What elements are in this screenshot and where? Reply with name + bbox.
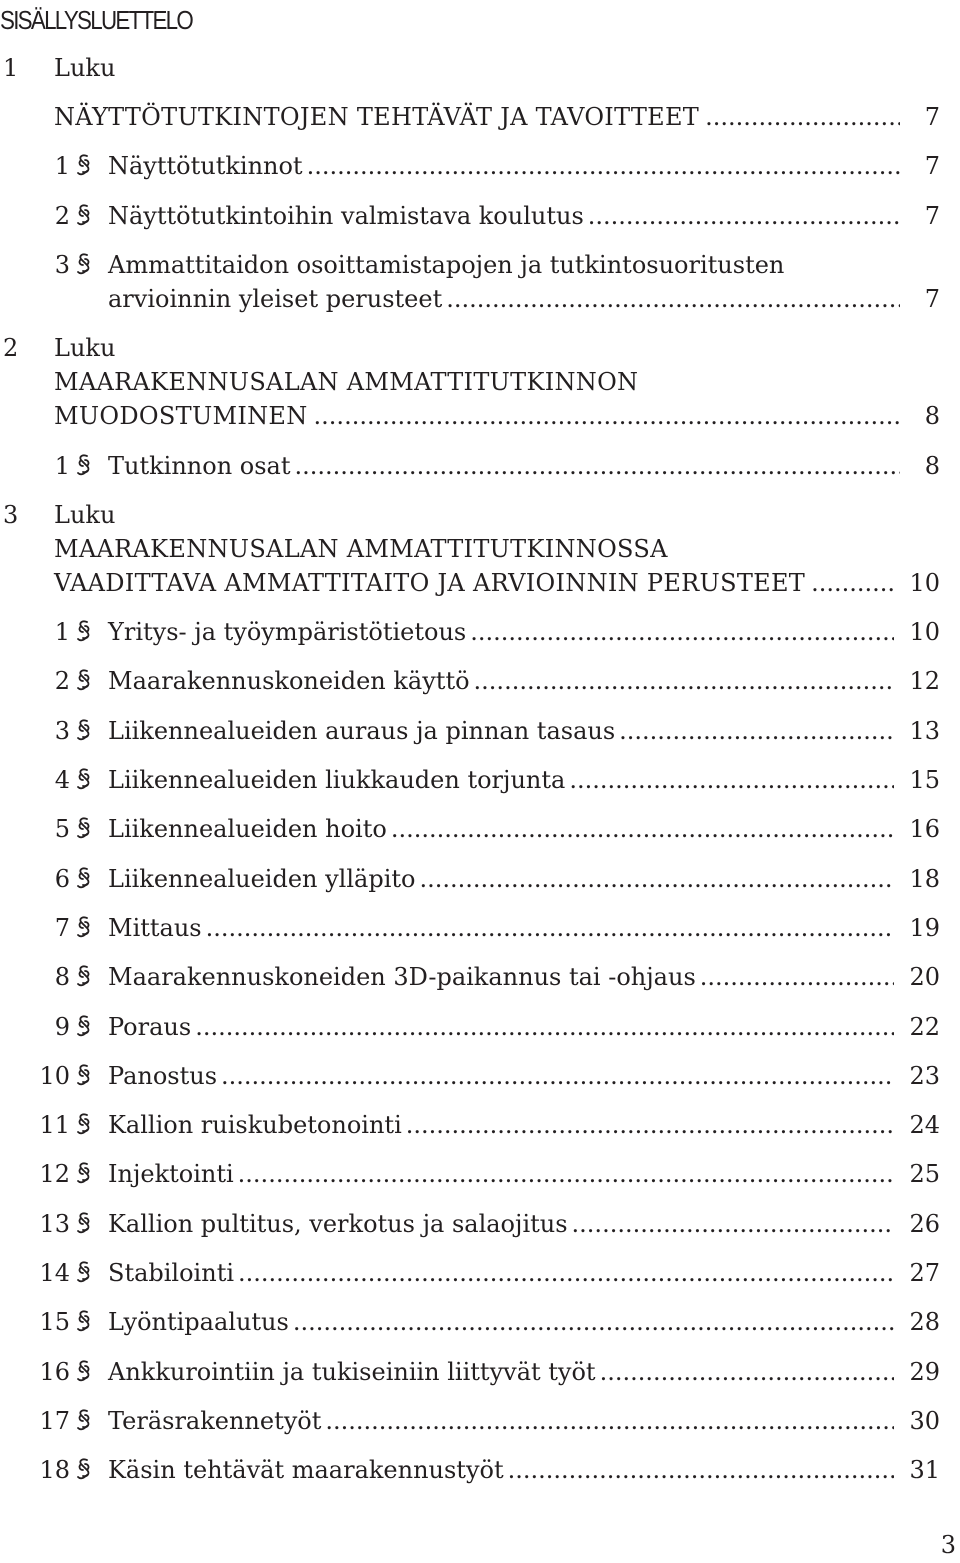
section-title: Poraus <box>108 1012 192 1041</box>
toc-section-entry[interactable] <box>0 764 940 796</box>
section-sign-icon <box>74 1109 94 1141</box>
dot-leader <box>295 450 901 482</box>
toc-section-entry[interactable] <box>0 1257 940 1289</box>
page-number-ref: 8 <box>924 451 940 480</box>
page-number-ref: 19 <box>909 913 940 942</box>
section-sign-icon <box>74 200 94 232</box>
page-number-ref: 23 <box>909 1061 940 1090</box>
dot-leader <box>419 863 894 895</box>
page-number-ref: 25 <box>909 1160 940 1189</box>
toc-section-entry[interactable] <box>0 863 940 895</box>
section-title: Lyöntipaalutus <box>108 1308 289 1337</box>
section-sign-icon <box>74 616 94 648</box>
page-number-ref: 20 <box>909 963 940 992</box>
section-number: 1 <box>54 451 70 480</box>
section-sign-icon <box>74 1356 94 1388</box>
page-number-ref: 22 <box>909 1012 940 1041</box>
section-number: 10 <box>39 1061 70 1090</box>
toc-section-entry[interactable] <box>0 1158 940 1190</box>
section-number: 2 <box>54 667 70 696</box>
toc-section-entry[interactable] <box>0 616 940 648</box>
section-title: Ankkurointiin ja tukiseiniin liittyvät työt <box>108 1357 596 1386</box>
toc-section-entry[interactable] <box>0 912 940 944</box>
dot-leader <box>293 1306 894 1338</box>
page-number-ref: 28 <box>909 1308 940 1337</box>
chapter-title-line[interactable] <box>0 567 940 599</box>
chapter-number: 1 <box>3 54 19 82</box>
dot-leader <box>588 200 900 232</box>
section-number: 7 <box>54 913 70 942</box>
page-number: 3 <box>940 1531 956 1559</box>
section-sign-icon <box>74 863 94 895</box>
chapter-title: NÄYTTÖTUTKINTOJEN TEHTÄVÄT JA TAVOITTEET <box>54 103 700 131</box>
section-sign-icon <box>74 912 94 944</box>
page-number-ref: 13 <box>909 716 940 745</box>
section-title: Teräsrakennetyöt <box>108 1406 322 1435</box>
section-title: Liikennealueiden ylläpito <box>108 864 416 893</box>
page-number-ref: 15 <box>909 766 940 794</box>
chapter-label: Luku <box>54 334 116 363</box>
section-title: Mittaus <box>108 913 202 942</box>
chapter-heading[interactable] <box>0 499 940 531</box>
dot-leader <box>238 1257 894 1289</box>
section-number: 11 <box>39 1111 70 1140</box>
page-number-ref: 8 <box>924 402 940 431</box>
dot-leader <box>206 912 894 944</box>
chapter-title-line[interactable] <box>0 366 940 398</box>
page-number-ref: 16 <box>909 815 940 844</box>
section-number: 14 <box>39 1259 70 1287</box>
page-number-ref: 12 <box>909 667 940 696</box>
section-sign-icon <box>74 1454 94 1486</box>
section-title: Injektointi <box>108 1160 234 1189</box>
page-number-ref: 31 <box>909 1456 940 1485</box>
dot-leader <box>572 1208 894 1240</box>
section-title: Liikennealueiden auraus ja pinnan tasaus <box>108 716 616 745</box>
section-sign-icon <box>74 764 94 796</box>
dot-leader <box>238 1158 894 1190</box>
toc-heading: SISÄLLYSLUETTELO <box>0 5 193 35</box>
dot-leader <box>391 813 894 845</box>
section-sign-icon <box>74 961 94 993</box>
section-number: 3 <box>54 716 70 745</box>
toc-section-entry[interactable] <box>0 665 940 697</box>
section-number: 6 <box>54 864 70 893</box>
dot-leader <box>705 101 900 133</box>
page-number-ref: 29 <box>909 1357 940 1386</box>
section-number: 3 <box>54 250 70 279</box>
toc-section-entry[interactable] <box>0 1011 940 1043</box>
chapter-heading[interactable] <box>0 332 940 364</box>
section-number: 1 <box>54 618 70 647</box>
toc-section-entry[interactable] <box>0 150 940 182</box>
section-sign-icon <box>74 1060 94 1092</box>
page-number-ref: 30 <box>909 1406 940 1435</box>
section-title: Tutkinnon osat <box>108 451 291 480</box>
toc-section-entry[interactable] <box>0 813 940 845</box>
page-number-ref: 7 <box>924 152 940 181</box>
section-number: 12 <box>39 1160 70 1189</box>
chapter-title-line[interactable] <box>0 533 940 565</box>
section-title: Näyttötutkintoihin valmistava koulutus <box>108 201 584 230</box>
dot-leader <box>221 1060 894 1092</box>
dot-leader <box>314 400 900 432</box>
section-sign-icon <box>74 1306 94 1338</box>
dot-leader <box>700 961 894 993</box>
page-number-ref: 7 <box>924 284 940 313</box>
section-title: Panostus <box>108 1061 218 1090</box>
section-sign-icon <box>74 1208 94 1240</box>
toc-section-entry[interactable] <box>0 1405 940 1437</box>
page-number-ref: 26 <box>909 1209 940 1238</box>
toc-section-entry[interactable] <box>0 961 940 993</box>
toc-section-entry[interactable] <box>0 1208 940 1240</box>
page-number-ref: 10 <box>909 618 940 647</box>
dot-leader <box>195 1011 894 1043</box>
dot-leader <box>811 567 894 599</box>
chapter-title: MAARAKENNUSALAN AMMATTITUTKINNON <box>54 368 639 397</box>
chapter-title: MAARAKENNUSALAN AMMATTITUTKINNOSSA <box>54 534 668 563</box>
section-number: 2 <box>54 201 70 230</box>
toc-section-entry[interactable] <box>0 1060 940 1092</box>
section-sign-icon <box>74 715 94 747</box>
dot-leader <box>569 764 894 796</box>
dot-leader <box>619 715 894 747</box>
section-number: 8 <box>54 963 70 992</box>
section-sign-icon <box>74 150 94 182</box>
page-number-ref: 18 <box>909 864 940 893</box>
section-title: Maarakennuskoneiden 3D-paikannus tai -ohjaus <box>108 963 696 992</box>
dot-leader <box>307 150 900 182</box>
toc-section-entry[interactable] <box>0 1454 940 1486</box>
section-title: Ammattitaidon osoittamistapojen ja tutkintosuoritusten <box>108 250 785 279</box>
page-number-ref: 7 <box>924 201 940 230</box>
section-number: 17 <box>39 1406 70 1435</box>
section-sign-icon <box>74 1158 94 1190</box>
chapter-number: 3 <box>3 500 19 529</box>
dot-leader <box>325 1405 894 1437</box>
section-sign-icon <box>74 249 94 281</box>
section-title: Liikennealueiden liukkauden torjunta <box>108 766 566 794</box>
section-number: 4 <box>54 766 70 794</box>
section-number: 5 <box>54 815 70 844</box>
section-title: Liikennealueiden hoito <box>108 815 387 844</box>
toc-section-entry[interactable] <box>0 1356 940 1388</box>
section-sign-icon <box>74 1011 94 1043</box>
chapter-number: 2 <box>3 334 19 363</box>
toc-section-entry[interactable] <box>0 1306 940 1338</box>
section-sign-icon <box>74 450 94 482</box>
chapter-title: MUODOSTUMINEN <box>54 402 308 431</box>
page-number-ref: 27 <box>909 1259 940 1287</box>
chapter-title-line[interactable] <box>0 400 940 432</box>
section-title: Maarakennuskoneiden käyttö <box>108 667 470 696</box>
dot-leader <box>600 1356 894 1388</box>
section-sign-icon <box>74 813 94 845</box>
section-number: 15 <box>39 1308 70 1337</box>
toc-section-entry[interactable] <box>0 715 940 747</box>
toc-section-entry[interactable] <box>0 249 940 281</box>
page-number-ref: 7 <box>924 103 940 131</box>
chapter-label: Luku <box>54 500 116 529</box>
page-number-ref: 10 <box>909 568 940 597</box>
dot-leader <box>446 283 900 315</box>
page-number-ref: 24 <box>909 1111 940 1140</box>
chapter-label: Luku <box>54 54 116 82</box>
section-title: Yritys- ja työympäristötietous <box>108 618 467 647</box>
section-sign-icon <box>74 665 94 697</box>
section-number: 13 <box>39 1209 70 1238</box>
chapter-title-line[interactable] <box>0 101 940 133</box>
dot-leader <box>406 1109 894 1141</box>
section-number: 1 <box>54 152 70 181</box>
section-title: Käsin tehtävät maarakennustyöt <box>108 1456 504 1485</box>
chapter-title: VAADITTAVA AMMATTITAITO JA ARVIOINNIN PERUSTEET <box>54 568 806 597</box>
toc-section-entry[interactable] <box>0 1109 940 1141</box>
toc-section-entry[interactable] <box>0 200 940 232</box>
section-sign-icon <box>74 1405 94 1437</box>
section-title: Stabilointi <box>108 1259 235 1287</box>
section-number: 16 <box>39 1357 70 1386</box>
section-sign-icon <box>74 1257 94 1289</box>
chapter-heading[interactable] <box>0 52 940 84</box>
section-title: arvioinnin yleiset perusteet <box>108 284 443 313</box>
section-number: 9 <box>54 1012 70 1041</box>
dot-leader <box>470 616 894 648</box>
dot-leader <box>508 1454 894 1486</box>
section-number: 18 <box>39 1456 70 1485</box>
section-title: Kallion ruiskubetonointi <box>108 1111 402 1140</box>
section-title: Näyttötutkinnot <box>108 152 303 181</box>
dot-leader <box>474 665 894 697</box>
section-title: Kallion pultitus, verkotus ja salaojitus <box>108 1209 568 1238</box>
toc-section-entry[interactable] <box>0 450 940 482</box>
toc-section-entry[interactable] <box>0 283 940 315</box>
